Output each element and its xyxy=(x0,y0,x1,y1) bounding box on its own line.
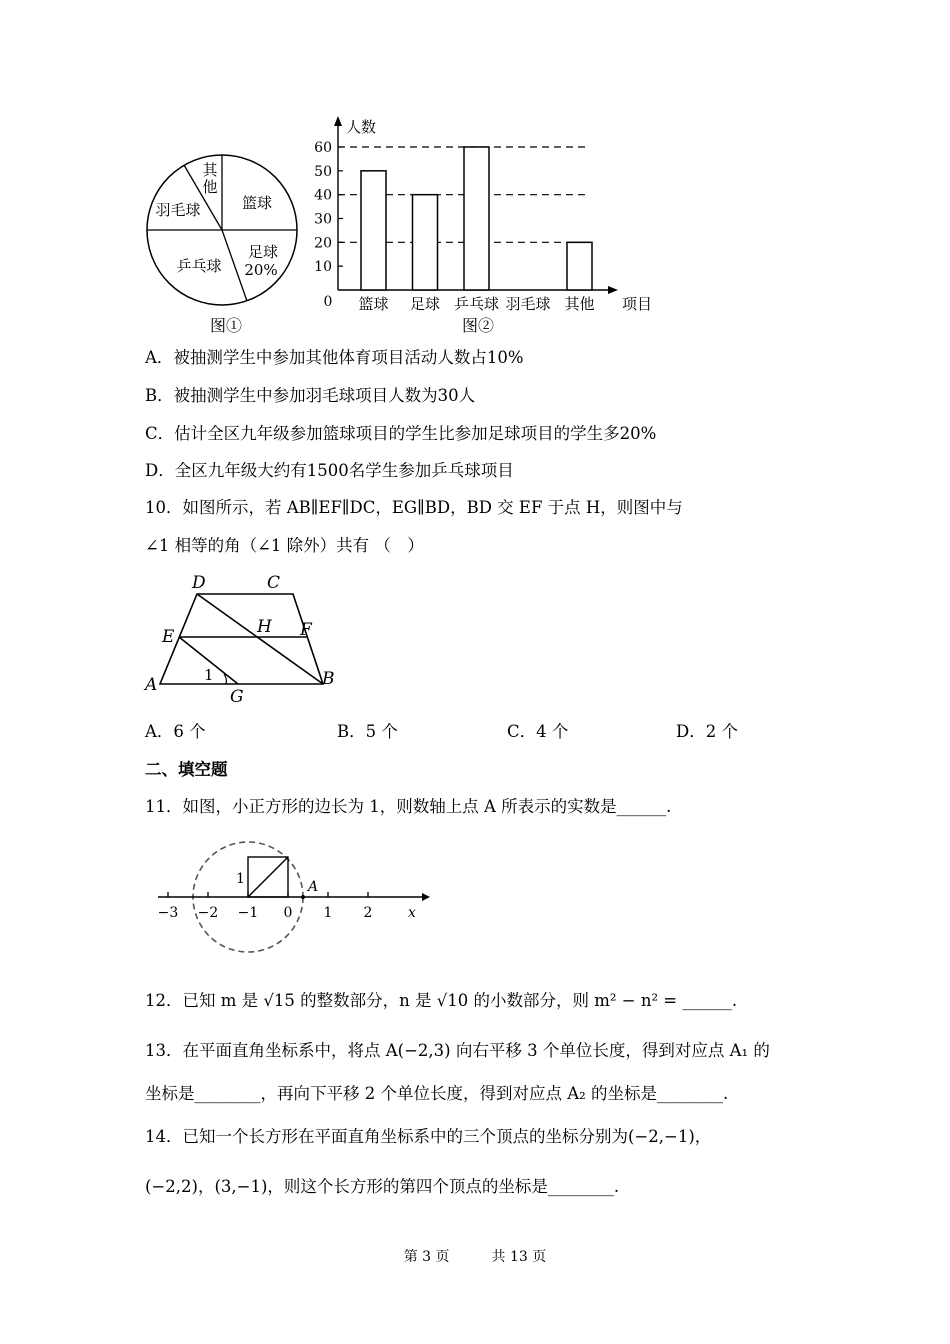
q14-stem-line1: 14．已知一个长方形在平面直角坐标系中的三个顶点的坐标分别为(−2,−1)， xyxy=(145,1127,712,1146)
origin-label: 0 xyxy=(323,294,333,310)
pie-label-football-percent: 20% xyxy=(244,261,278,279)
pie-label-basketball: 篮球 xyxy=(241,194,273,212)
y-tick-label: 20 xyxy=(314,235,332,252)
tick-2: 2 xyxy=(363,905,373,921)
y-axis-arrow xyxy=(334,116,342,126)
tick-neg3: −3 xyxy=(157,905,179,921)
y-axis-label: 人数 xyxy=(346,118,377,136)
q9-option-c[interactable]: C．估计全区九年级参加篮球项目的学生比参加足球项目的学生多20% xyxy=(145,424,657,443)
q13-stem-line2: 坐标是________，再向下平移 2 个单位长度，得到对应点 A₂ 的坐标是________. xyxy=(145,1084,729,1103)
q10-option-c[interactable]: C．4 个 xyxy=(507,722,569,741)
label-d: D xyxy=(192,573,206,593)
pie-label-football: 足球 xyxy=(247,243,279,261)
q10-option-a[interactable]: A．6 个 xyxy=(145,722,206,741)
q12-stem: 12．已知 m 是 √15 的整数部分，n 是 √10 的小数部分，则 m² − n² = ______. xyxy=(145,991,738,1010)
q10-option-b[interactable]: B．5 个 xyxy=(337,722,398,741)
pie-caption: 图① xyxy=(210,316,243,335)
q13-stem-line1: 13．在平面直角坐标系中，将点 A(−2,3) 向右平移 3 个单位长度，得到对应点 A₁ 的 xyxy=(145,1041,770,1060)
tick-neg1: −1 xyxy=(237,905,259,921)
x-tick-label: 羽毛球 xyxy=(505,295,551,313)
y-tick-label: 10 xyxy=(314,259,332,276)
y-tick-label: 50 xyxy=(314,163,332,180)
bar-chart xyxy=(310,110,655,320)
tick-0: 0 xyxy=(283,905,293,921)
q11-stem: 11．如图，小正方形的边长为 1，则数轴上点 A 所表示的实数是______. xyxy=(145,797,672,816)
label-b: B xyxy=(322,669,335,689)
pie-label-other: 其他 xyxy=(202,161,218,196)
label-e: E xyxy=(162,627,175,647)
pie-label-badminton: 羽毛球 xyxy=(155,201,201,219)
label-f: F xyxy=(300,620,312,640)
y-tick-label: 40 xyxy=(314,187,332,204)
q9-option-a[interactable]: A．被抽测学生中参加其他体育项目活动人数占10% xyxy=(145,348,524,367)
axis-x-label: x xyxy=(408,905,416,921)
q9-option-d[interactable]: D．全区九年级大约有1500名学生参加乒乓球项目 xyxy=(145,461,514,480)
label-h: H xyxy=(257,617,272,637)
q10-stem-line2: ∠1 相等的角（∠1 除外）共有 （ ） xyxy=(145,536,424,555)
bar xyxy=(464,147,489,290)
pie-label-pingpong: 乒乓球 xyxy=(176,257,222,275)
x-tick-label: 篮球 xyxy=(358,295,389,313)
point-a-label: A xyxy=(308,879,319,895)
tick-neg2: −2 xyxy=(197,905,219,921)
q10-option-d[interactable]: D．2 个 xyxy=(676,722,738,741)
section-title: 二、填空题 xyxy=(145,760,228,779)
page-footer: 第 3 页 共 13 页 xyxy=(403,1249,547,1265)
x-axis-label: 项目 xyxy=(622,295,653,313)
q10-stem-line1: 10．如图所示，若 AB∥EF∥DC，EG∥BD，BD 交 EF 于点 H，则图中与 xyxy=(145,498,683,517)
tick-1: 1 xyxy=(323,905,333,921)
y-tick-label: 60 xyxy=(314,140,332,156)
label-c: C xyxy=(267,573,281,593)
trapezoid-figure xyxy=(140,570,350,710)
q9-option-b[interactable]: B．被抽测学生中参加羽毛球项目人数为30人 xyxy=(145,386,476,405)
square-side-label: 1 xyxy=(236,871,245,887)
label-g: G xyxy=(230,687,244,707)
x-tick-label: 足球 xyxy=(409,295,441,313)
number-line-figure xyxy=(150,835,440,965)
x-axis-arrow xyxy=(608,286,618,294)
bar-caption: 图② xyxy=(462,316,495,335)
y-tick-label: 30 xyxy=(314,211,332,228)
bar xyxy=(413,195,438,290)
bar xyxy=(567,242,592,290)
label-a: A xyxy=(145,675,158,695)
bar xyxy=(361,171,386,290)
q14-stem-line2: (−2,2)，(3,−1)，则这个长方形的第四个顶点的坐标是________. xyxy=(145,1177,620,1196)
x-tick-label: 乒乓球 xyxy=(453,295,500,313)
label-angle-1: 1 xyxy=(204,666,214,684)
x-tick-label: 其他 xyxy=(564,295,595,313)
